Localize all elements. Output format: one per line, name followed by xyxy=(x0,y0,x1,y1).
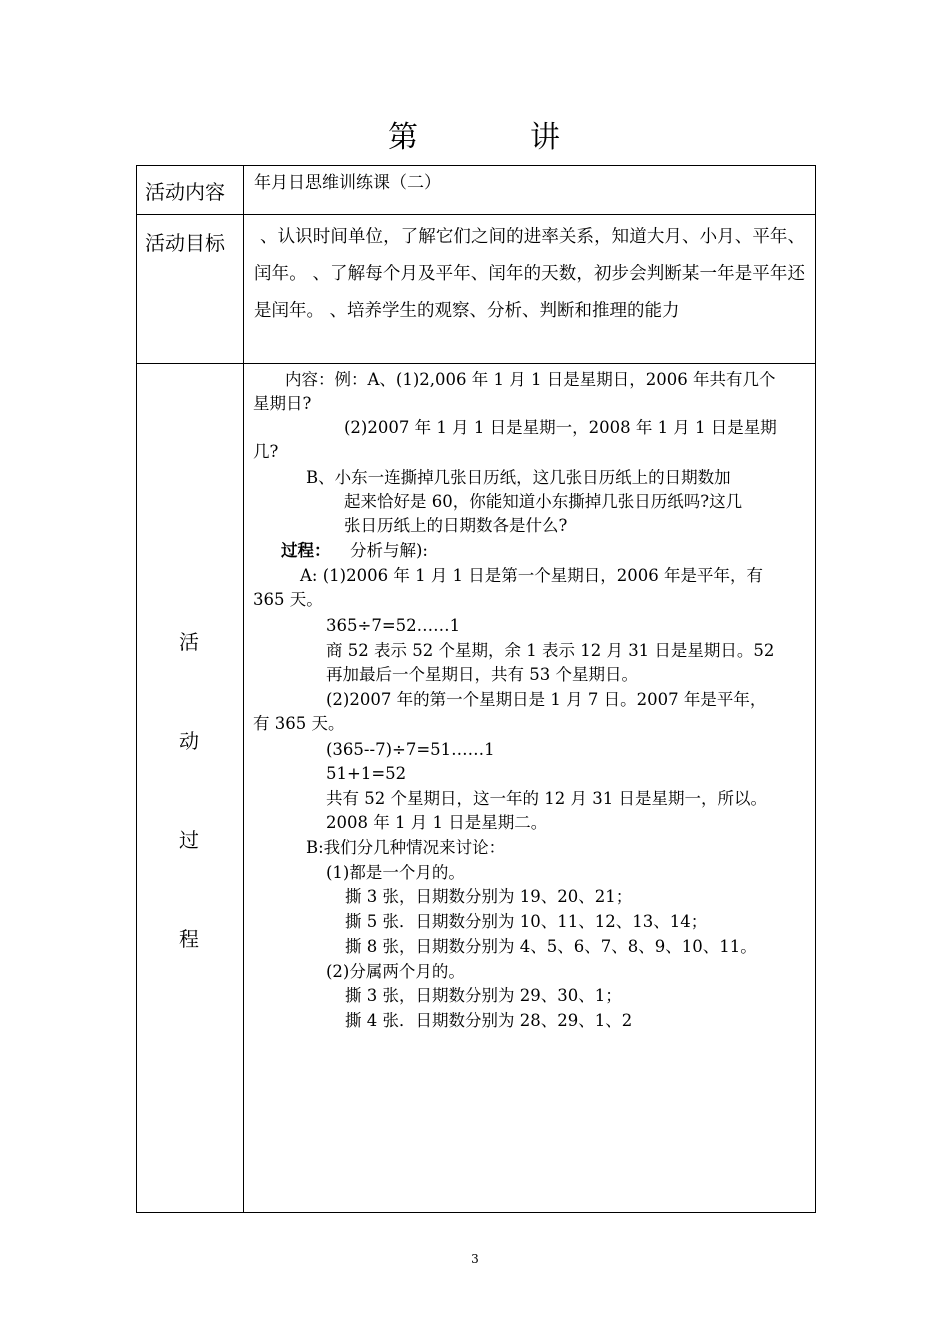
process-line: 51+1=52 xyxy=(326,764,407,783)
process-line: 撕 5 张．日期数分别为 10、11、12、13、14； xyxy=(345,912,708,931)
content-row xyxy=(137,166,815,215)
process-content xyxy=(244,364,815,1212)
goal-value: 、认识时间单位，了解它们之间的进率关系，知道大月、小月、平年、闰年。 、了解每个月及平年、闰年的天数，初步会判断某一年是平年还是闰年。 、培养学生的观察、分析、判断和推理的能力 xyxy=(254,227,805,321)
process-line: 2008 年 1 月 1 日是星期二。 xyxy=(326,813,548,832)
process-line: 有 365 天。 xyxy=(253,714,345,733)
process-line: (2)2007 年 1 月 1 日是星期一，2008 年 1 月 1 日是星期 xyxy=(344,418,777,437)
title-right: 讲 xyxy=(530,120,562,155)
page-title xyxy=(0,112,950,156)
process-line: 张日历纸上的日期数各是什么? xyxy=(344,516,568,535)
process-line: 商 52 表示 52 个星期，余 1 表示 12 月 31 日是星期日。52 xyxy=(326,641,775,660)
title-left: 第 xyxy=(388,120,420,155)
process-line: 内容：例：A、(1)2,006 年 1 月 1 日是星期日，2006 年共有几个 xyxy=(285,370,776,389)
process-line: 撕 3 张，日期数分别为 29、30、1； xyxy=(345,986,622,1005)
process-row xyxy=(137,364,815,1212)
process-label-char: 活 xyxy=(179,630,199,654)
goal-row xyxy=(137,215,815,364)
process-line: 共有 52 个星期日，这一年的 12 月 31 日是星期一，所以。 xyxy=(326,789,767,808)
process-heading: 过程： xyxy=(281,541,331,560)
goal-label: 活动目标 xyxy=(137,215,244,363)
process-line: 星期日? xyxy=(253,394,312,413)
content-label: 活动内容 xyxy=(137,166,244,214)
process-label-char: 动 xyxy=(179,729,199,753)
process-line: B、小东一连撕掉几张日历纸，这几张日历纸上的日期数加 xyxy=(306,468,731,487)
process-line: (2)2007 年的第一个星期日是 1 月 7 日。2007 年是平年， xyxy=(326,690,767,709)
process-line: 365 天。 xyxy=(253,590,323,609)
process-line: 几? xyxy=(253,442,279,461)
process-label-char: 程 xyxy=(179,927,199,951)
content-value: 年月日思维训练课（二） xyxy=(254,173,441,193)
process-line: (1)都是一个月的。 xyxy=(326,863,465,882)
process-line: 分析与解): xyxy=(350,541,428,560)
process-line: 撕 4 张．日期数分别为 28、29、1、2 xyxy=(345,1011,633,1030)
activity-table xyxy=(136,165,816,1213)
process-line: 起来恰好是 60，你能知道小东撕掉几张日历纸吗?这几 xyxy=(344,492,743,511)
process-label xyxy=(137,364,244,1212)
process-line: 365÷7=52……1 xyxy=(326,616,461,635)
process-line: A: (1)2006 年 1 月 1 日是第一个星期日，2006 年是平年，有 xyxy=(300,566,764,585)
process-label-char: 过 xyxy=(179,828,199,852)
process-line: (2)分属两个月的。 xyxy=(326,962,465,981)
process-line: 撕 3 张，日期数分别为 19、20、21； xyxy=(345,887,633,906)
process-line: 撕 8 张，日期数分别为 4、5、6、7、8、9、10、11。 xyxy=(345,937,757,956)
process-line: (365--7)÷7=51……1 xyxy=(326,740,495,759)
page-number: 3 xyxy=(471,1252,479,1266)
process-line: 再加最后一个星期日，共有 53 个星期日。 xyxy=(326,665,638,684)
process-line: B:我们分几种情况来讨论： xyxy=(306,838,506,857)
